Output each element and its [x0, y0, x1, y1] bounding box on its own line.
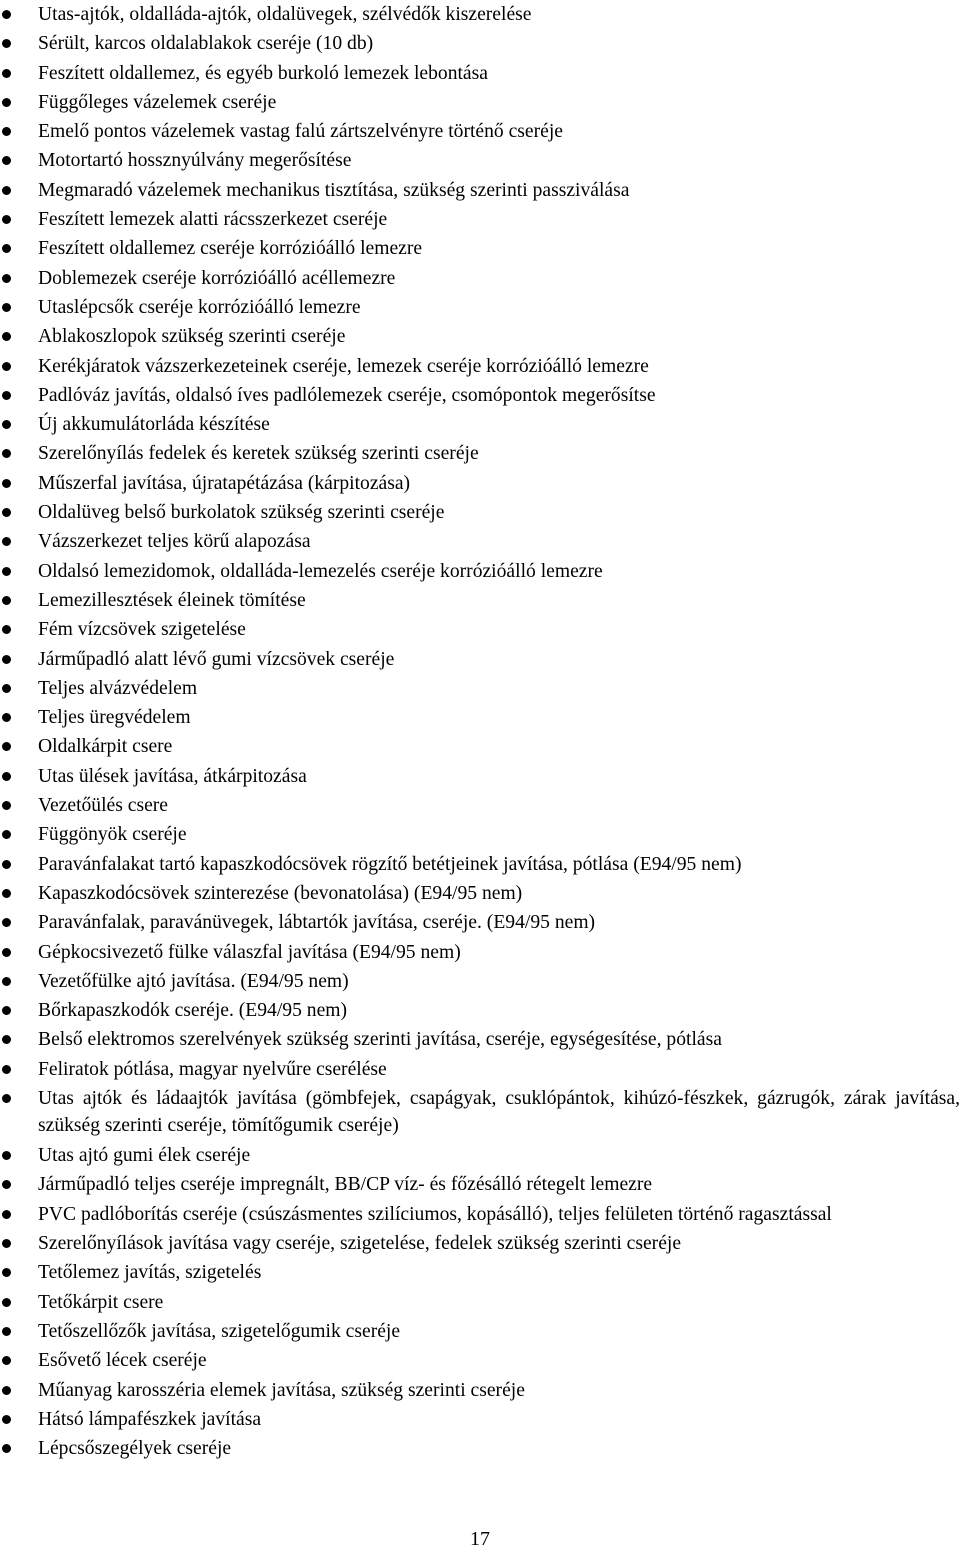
list-item: Utas ülések javítása, átkárpitozása — [0, 762, 960, 791]
list-item: Gépkocsivezető fülke válaszfal javítása (E94/95 nem) — [0, 938, 960, 967]
list-item: Paravánfalak, paravánüvegek, lábtartók javítása, cseréje. (E94/95 nem) — [0, 908, 960, 937]
list-item: Teljes üregvédelem — [0, 703, 960, 732]
list-item: Esővető lécek cseréje — [0, 1346, 960, 1375]
list-item: Oldalüveg belső burkolatok szükség szerinti cseréje — [0, 498, 960, 527]
list-item: Belső elektromos szerelvények szükség szerinti javítása, cseréje, egységesítése, pótlása — [0, 1025, 960, 1054]
list-item: Vezetőfülke ajtó javítása. (E94/95 nem) — [0, 967, 960, 996]
list-item: Motortartó hossznyúlvány megerősítése — [0, 146, 960, 175]
list-item: Utas ajtó gumi élek cseréje — [0, 1141, 960, 1170]
list-item: Teljes alvázvédelem — [0, 674, 960, 703]
list-item: Új akkumulátorláda készítése — [0, 410, 960, 439]
list-item: Feszített oldallemez, és egyéb burkoló lemezek lebontása — [0, 59, 960, 88]
list-item: Műszerfal javítása, újratapétázása (kárpitozása) — [0, 469, 960, 498]
list-item: Járműpadló teljes cseréje impregnált, BB/CP víz- és főzésálló rétegelt lemezre — [0, 1170, 960, 1199]
list-item: Oldalsó lemezidomok, oldalláda-lemezelés cseréje korrózióálló lemezre — [0, 557, 960, 586]
list-item: Lépcsőszegélyek cseréje — [0, 1434, 960, 1463]
list-item: Utaslépcsők cseréje korrózióálló lemezre — [0, 293, 960, 322]
list-item: Paravánfalakat tartó kapaszkodócsövek rögzítő betétjeinek javítása, pótlása (E94/95 nem) — [0, 850, 960, 879]
list-item: Járműpadló alatt lévő gumi vízcsövek cseréje — [0, 645, 960, 674]
list-item: Műanyag karosszéria elemek javítása, szükség szerinti cseréje — [0, 1376, 960, 1405]
list-item: Vezetőülés csere — [0, 791, 960, 820]
list-item: Megmaradó vázelemek mechanikus tisztítása, szükség szerinti passziválása — [0, 176, 960, 205]
list-item: Tetőszellőzők javítása, szigetelőgumik cseréje — [0, 1317, 960, 1346]
list-item: Függőleges vázelemek cseréje — [0, 88, 960, 117]
list-item: Padlóváz javítás, oldalsó íves padlólemezek cseréje, csomópontok megerősítse — [0, 381, 960, 410]
list-item: Sérült, karcos oldalablakok cseréje (10 db) — [0, 29, 960, 58]
list-item: PVC padlóborítás cseréje (csúszásmentes szilíciumos, kopásálló), teljes felületen történő ragasztással — [0, 1200, 960, 1230]
list-item: Bőrkapaszkodók cseréje. (E94/95 nem) — [0, 996, 960, 1025]
list-item: Oldalkárpit csere — [0, 732, 960, 761]
list-item: Feszített lemezek alatti rácsszerkezet cseréje — [0, 205, 960, 234]
list-item: Tetőlemez javítás, szigetelés — [0, 1258, 960, 1287]
list-item: Szerelőnyílás fedelek és keretek szükség szerinti cseréje — [0, 439, 960, 468]
list-item: Feszített oldallemez cseréje korrózióálló lemezre — [0, 234, 960, 263]
list-item: Függönyök cseréje — [0, 820, 960, 849]
list-item: Szerelőnyílások javítása vagy cseréje, szigetelése, fedelek szükség szerinti cseréje — [0, 1229, 960, 1258]
list-item: Fém vízcsövek szigetelése — [0, 615, 960, 644]
list-item: Ablakoszlopok szükség szerinti cseréje — [0, 322, 960, 351]
list-item: Tetőkárpit csere — [0, 1288, 960, 1317]
list-item: Feliratok pótlása, magyar nyelvűre cserélése — [0, 1055, 960, 1084]
list-item: Hátsó lámpafészkek javítása — [0, 1405, 960, 1434]
list-item: Kapaszkodócsövek szinterezése (bevonatolása) (E94/95 nem) — [0, 879, 960, 908]
list-item: Utas-ajtók, oldalláda-ajtók, oldalüvegek, szélvédők kiszerelése — [0, 0, 960, 29]
list-item: Emelő pontos vázelemek vastag falú zártszelvényre történő cseréje — [0, 117, 960, 146]
page-number: 17 — [470, 1528, 490, 1550]
list-item: Vázszerkezet teljes körű alapozása — [0, 527, 960, 556]
list-item: Kerékjáratok vázszerkezeteinek cseréje, lemezek cseréje korrózióálló lemezre — [0, 352, 960, 381]
list-item: Doblemezek cseréje korrózióálló acéllemezre — [0, 264, 960, 293]
list-item: Lemezillesztések éleinek tömítése — [0, 586, 960, 615]
list-item: Utas ajtók és ládaajtók javítása (gömbfejek, csapágyak, csuklópántok, kihúzó-fészkek, gázrugók, zárak javítása, szükség szerinti cseréje, tömítőgumik cseréje) — [0, 1084, 960, 1141]
